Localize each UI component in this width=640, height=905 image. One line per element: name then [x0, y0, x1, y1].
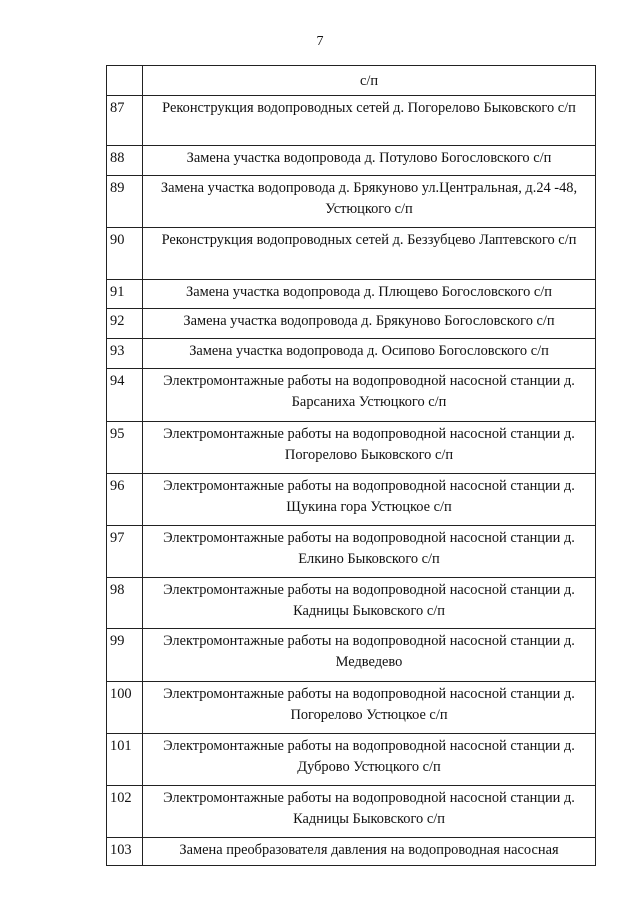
row-number-cell: 92	[107, 309, 143, 339]
row-number-cell: 94	[107, 369, 143, 422]
row-number-cell: 103	[107, 838, 143, 866]
row-description-cell: Замена участка водопровода д. Брякуново ул.Центральная, д.24 -48, Устюцкого с/п	[143, 176, 596, 228]
row-description-cell: Электромонтажные работы на водопроводной насосной станции д. Погорелово Устюцкое с/п	[143, 682, 596, 734]
table-row	[107, 369, 596, 422]
row-description-cell: Электромонтажные работы на водопроводной насосной станции д. Дуброво Устюцкого с/п	[143, 734, 596, 786]
row-description-cell: с/п	[143, 66, 596, 96]
table-row	[107, 474, 596, 526]
row-number-cell: 88	[107, 146, 143, 176]
page-number: 7	[316, 34, 324, 49]
row-description-cell: Электромонтажные работы на водопроводной насосной станции д. Щукина гора Устюцкое с/п	[143, 474, 596, 526]
table-row	[107, 146, 596, 176]
row-description-cell: Замена преобразователя давления на водопроводная насосная	[143, 838, 596, 866]
row-description-cell: Реконструкция водопроводных сетей д. Погорелово Быковского с/п	[143, 96, 596, 146]
table-row	[107, 280, 596, 309]
row-number-cell: 91	[107, 280, 143, 309]
table-row	[107, 838, 596, 866]
table-row-continuation	[107, 66, 596, 96]
table-row	[107, 682, 596, 734]
row-description-cell: Замена участка водопровода д. Осипово Богословского с/п	[143, 339, 596, 369]
table-row	[107, 339, 596, 369]
table-row	[107, 176, 596, 228]
row-description-cell: Электромонтажные работы на водопроводной насосной станции д. Барсаниха Устюцкого с/п	[143, 369, 596, 422]
row-number-cell: 96	[107, 474, 143, 526]
row-number-cell: 95	[107, 422, 143, 474]
row-description-cell: Замена участка водопровода д. Плющево Богословского с/п	[143, 280, 596, 309]
row-number-cell: 90	[107, 228, 143, 280]
table-row	[107, 96, 596, 146]
table-row	[107, 309, 596, 339]
table-row	[107, 734, 596, 786]
row-number-cell: 93	[107, 339, 143, 369]
row-number-cell: 99	[107, 629, 143, 682]
row-description-cell: Замена участка водопровода д. Брякуново Богословского с/п	[143, 309, 596, 339]
row-number-cell	[107, 66, 143, 96]
table-row	[107, 629, 596, 682]
table-row	[107, 526, 596, 578]
row-number-cell: 97	[107, 526, 143, 578]
row-description-cell: Электромонтажные работы на водопроводной насосной станции д. Медведево	[143, 629, 596, 682]
row-number-cell: 89	[107, 176, 143, 228]
row-description-cell: Электромонтажные работы на водопроводной насосной станции д. Кадницы Быковского с/п	[143, 578, 596, 629]
row-description-cell: Замена участка водопровода д. Потулово Богословского с/п	[143, 146, 596, 176]
row-number-cell: 100	[107, 682, 143, 734]
row-number-cell: 102	[107, 786, 143, 838]
row-number-cell: 101	[107, 734, 143, 786]
row-description-cell: Электромонтажные работы на водопроводной насосной станции д. Елкино Быковского с/п	[143, 526, 596, 578]
row-number-cell: 98	[107, 578, 143, 629]
row-description-cell: Электромонтажные работы на водопроводной насосной станции д. Погорелово Быковского с/п	[143, 422, 596, 474]
works-table	[106, 65, 596, 866]
table-row	[107, 228, 596, 280]
table-row	[107, 422, 596, 474]
table-row	[107, 786, 596, 838]
row-description-cell: Реконструкция водопроводных сетей д. Беззубцево Лаптевского с/п	[143, 228, 596, 280]
row-description-cell: Электромонтажные работы на водопроводной насосной станции д. Кадницы Быковского с/п	[143, 786, 596, 838]
table-row	[107, 578, 596, 629]
row-number-cell: 87	[107, 96, 143, 146]
